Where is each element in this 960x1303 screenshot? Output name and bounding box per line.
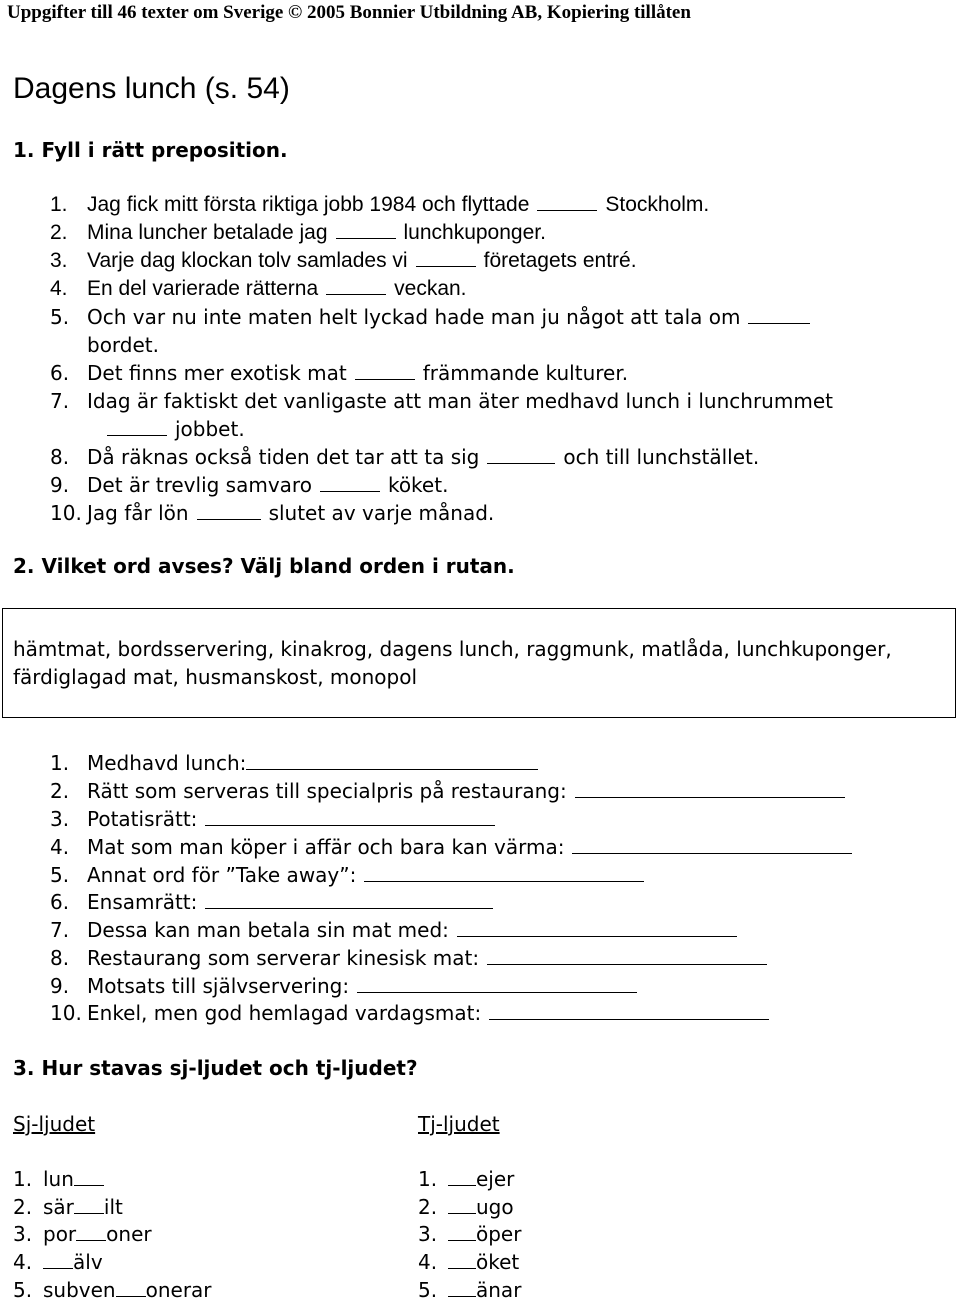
list-item	[50, 473, 448, 497]
item-number: 5.	[13, 1278, 33, 1302]
item-text: veckan.	[394, 277, 467, 300]
item-number: 1.	[50, 193, 68, 216]
tj-item	[418, 1278, 521, 1302]
list-item	[50, 389, 833, 413]
section2-heading: 2. Vilket ord avses? Välj bland orden i rutan.	[13, 554, 515, 578]
item-text: köket.	[387, 473, 449, 497]
item-text: och till lunchstället.	[563, 445, 760, 469]
item-number: 3.	[13, 1222, 33, 1246]
item-text: älv	[73, 1250, 103, 1274]
item-text: lunchkuponger.	[403, 221, 546, 244]
item-number: 1.	[13, 1167, 33, 1191]
list-item	[50, 501, 494, 525]
item-number: 3.	[418, 1222, 438, 1246]
word-box	[2, 608, 956, 718]
item-text: Dessa kan man betala sin mat med:	[87, 918, 449, 942]
sj-item	[13, 1167, 104, 1191]
answer-blank[interactable]	[448, 1199, 476, 1214]
tj-item	[418, 1167, 514, 1191]
item-continuation	[87, 417, 245, 441]
item-text: jobbet.	[175, 417, 245, 441]
item-number: 3.	[50, 807, 70, 831]
tj-item	[418, 1222, 521, 1246]
answer-line[interactable]	[364, 867, 644, 882]
list-item	[50, 361, 628, 385]
item-text: Då räknas också tiden det tar att ta sig	[87, 445, 480, 469]
item-text: ugo	[476, 1195, 514, 1219]
item-number: 7.	[50, 918, 70, 942]
item-number: 1.	[418, 1167, 438, 1191]
answer-blank[interactable]	[448, 1282, 476, 1297]
answer-line[interactable]	[457, 922, 737, 937]
item-text: slutet av varje månad.	[268, 501, 495, 525]
list-item	[50, 835, 860, 859]
item-text: främmande kulturer.	[422, 361, 629, 385]
item-number: 1.	[50, 751, 70, 775]
item-text: Potatisrätt:	[87, 807, 198, 831]
item-number: 7.	[50, 389, 70, 413]
item-number: 8.	[50, 445, 70, 469]
answer-blank[interactable]	[448, 1254, 476, 1269]
tj-item	[418, 1250, 519, 1274]
list-item	[50, 890, 501, 914]
answer-blank[interactable]	[336, 224, 396, 239]
item-number: 2.	[13, 1195, 33, 1219]
item-text: Idag är faktiskt det vanligaste att man äter medhavd lunch i lunchrummet	[87, 389, 833, 413]
item-text: öket	[476, 1250, 520, 1274]
item-text: Enkel, men god hemlagad vardagsmat:	[87, 1001, 482, 1025]
item-text: Annat ord för ”Take away”:	[87, 863, 357, 887]
item-text: ejer	[476, 1167, 515, 1191]
item-text: Jag fick mitt första riktiga jobb 1984 och flyttade	[87, 193, 530, 216]
answer-blank[interactable]	[326, 280, 386, 295]
word-box-text: hämtmat, bordsservering, kinakrog, dagens lunch, raggmunk, matlåda, lunchkuponger, färdiglagad mat, husmanskost, monopol	[13, 637, 892, 689]
item-number: 3.	[50, 249, 68, 272]
item-text: Och var nu inte maten helt lyckad hade man ju något att tala om	[87, 305, 741, 329]
list-item	[50, 751, 538, 775]
answer-line[interactable]	[357, 978, 637, 993]
item-text: Ensamrätt:	[87, 890, 198, 914]
item-number: 9.	[50, 974, 70, 998]
answer-blank[interactable]	[74, 1171, 104, 1186]
answer-blank[interactable]	[43, 1254, 73, 1269]
answer-blank[interactable]	[116, 1282, 146, 1297]
item-number: 2.	[418, 1195, 438, 1219]
item-text: lun	[43, 1167, 74, 1191]
answer-line[interactable]	[487, 950, 767, 965]
answer-line[interactable]	[205, 894, 493, 909]
item-number: 6.	[50, 361, 70, 385]
item-number: 4.	[418, 1250, 438, 1274]
answer-blank[interactable]	[537, 196, 597, 211]
item-text: oner	[106, 1222, 152, 1246]
item-number: 8.	[50, 946, 70, 970]
section1-heading: 1. Fyll i rätt preposition.	[13, 138, 288, 162]
page-title: Dagens lunch (s. 54)	[13, 72, 290, 105]
sj-column-heading: Sj-ljudet	[13, 1112, 96, 1136]
list-item	[50, 1001, 777, 1025]
item-text: En del varierade rätterna	[87, 277, 319, 300]
item-text: Restaurang som serverar kinesisk mat:	[87, 946, 480, 970]
answer-line[interactable]	[489, 1005, 769, 1020]
answer-blank[interactable]	[76, 1226, 106, 1241]
answer-blank[interactable]	[448, 1171, 476, 1186]
item-text: Medhavd lunch:	[87, 751, 247, 775]
answer-blank[interactable]	[448, 1226, 476, 1241]
list-item	[50, 946, 775, 970]
answer-blank[interactable]	[416, 252, 476, 267]
answer-line[interactable]	[572, 839, 852, 854]
list-item	[50, 974, 645, 998]
answer-blank[interactable]	[355, 365, 415, 380]
list-item	[50, 277, 467, 301]
item-number: 9.	[50, 473, 70, 497]
item-text: Det är trevlig samvaro	[87, 473, 312, 497]
sj-item	[13, 1222, 152, 1246]
item-continuation: bordet.	[87, 333, 160, 357]
sj-item	[13, 1278, 212, 1302]
item-text: Det finns mer exotisk mat	[87, 361, 347, 385]
list-item	[50, 918, 745, 942]
item-text: Mina luncher betalade jag	[87, 221, 328, 244]
item-number: 4.	[50, 835, 70, 859]
item-text: änar	[476, 1278, 522, 1302]
answer-blank[interactable]	[487, 449, 555, 464]
sj-item	[13, 1250, 103, 1274]
item-number: 10.	[50, 1001, 82, 1025]
item-number: 5.	[50, 305, 70, 329]
item-number: 4.	[13, 1250, 33, 1274]
item-text: öper	[476, 1222, 522, 1246]
answer-line[interactable]	[246, 755, 538, 770]
list-item	[50, 305, 818, 329]
item-text: por	[43, 1222, 77, 1246]
item-text: onerar	[145, 1278, 212, 1302]
item-text: Stockholm.	[605, 193, 710, 216]
answer-blank[interactable]	[107, 421, 167, 436]
item-number: 2.	[50, 779, 70, 803]
answer-blank[interactable]	[320, 477, 380, 492]
tj-item	[418, 1195, 514, 1219]
answer-blank[interactable]	[197, 505, 261, 520]
answer-blank[interactable]	[74, 1199, 104, 1214]
item-number: 5.	[50, 863, 70, 887]
list-item	[50, 863, 652, 887]
item-text: subven	[43, 1278, 116, 1302]
answer-line[interactable]	[575, 783, 845, 798]
item-text: Rätt som serveras till specialpris på restaurang:	[87, 779, 567, 803]
list-item	[50, 807, 503, 831]
list-item	[50, 249, 637, 273]
page-header: Uppgifter till 46 texter om Sverige © 2005 Bonnier Utbildning AB, Kopiering tillåten	[7, 2, 691, 23]
sj-item	[13, 1195, 123, 1219]
answer-line[interactable]	[205, 811, 495, 826]
item-number: 10.	[50, 501, 82, 525]
answer-blank[interactable]	[748, 309, 810, 324]
item-number: 6.	[50, 890, 70, 914]
item-text: Mat som man köper i affär och bara kan värma:	[87, 835, 565, 859]
tj-column-heading: Tj-ljudet	[418, 1112, 500, 1136]
item-text: Motsats till självservering:	[87, 974, 350, 998]
item-text: ilt	[103, 1195, 123, 1219]
list-item	[50, 779, 853, 803]
item-text: Varje dag klockan tolv samlades vi	[87, 249, 408, 272]
list-item	[50, 193, 709, 217]
list-item	[50, 221, 546, 245]
list-item	[50, 445, 759, 469]
item-number: 5.	[418, 1278, 438, 1302]
item-number: 4.	[50, 277, 68, 300]
item-number: 2.	[50, 221, 68, 244]
section3-heading: 3. Hur stavas sj-ljudet och tj-ljudet?	[13, 1056, 418, 1080]
item-text: Jag får lön	[87, 501, 189, 525]
item-text: sär	[43, 1195, 74, 1219]
item-text: företagets entré.	[483, 249, 637, 272]
